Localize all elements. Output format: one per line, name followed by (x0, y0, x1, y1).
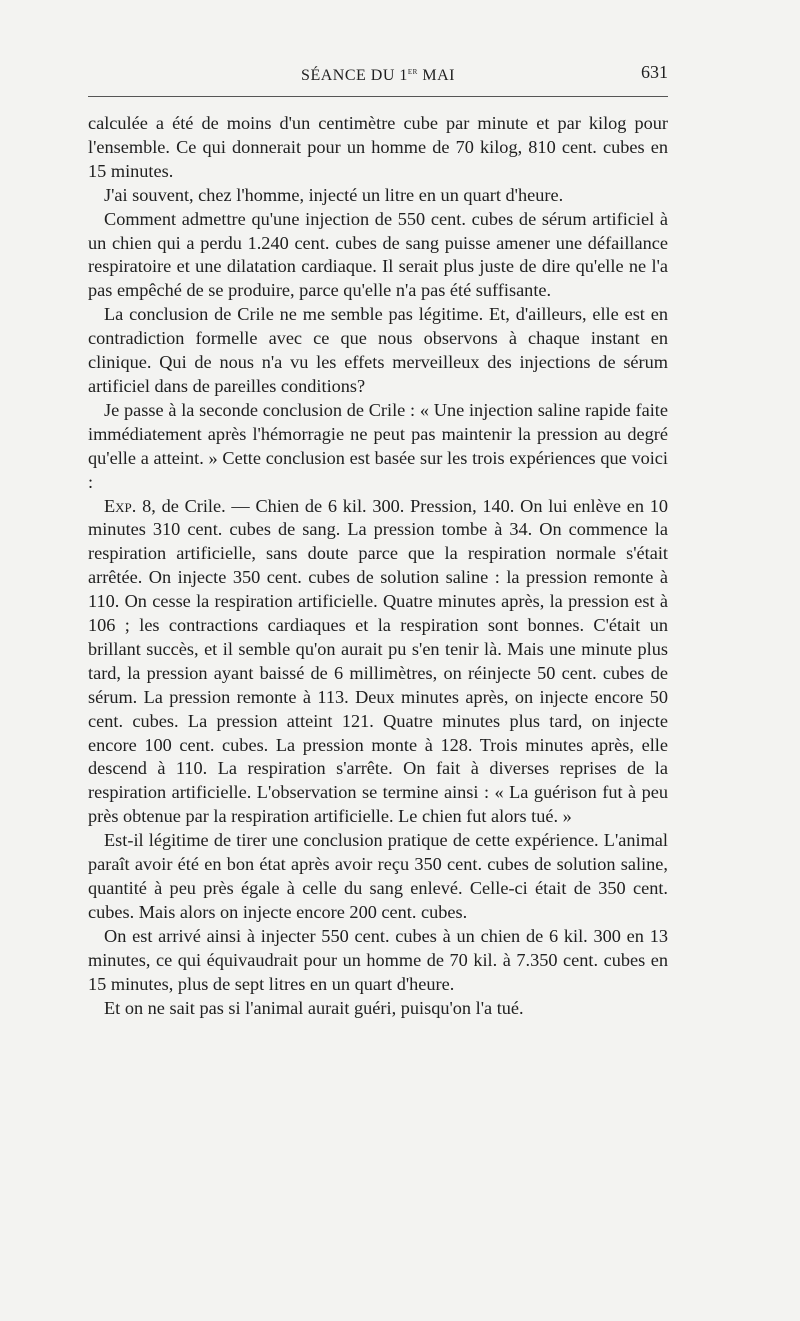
paragraph: Et on ne sait pas si l'animal aurait guéri, puisqu'on l'a tué. (104, 997, 524, 1018)
paragraph: La conclusion de Crile ne me semble pas légitime. Et, d'ailleurs, elle est en contradiction formelle avec ce que nous observons à chaque instant en clinique. Qui de nous n'a vu les effets merveilleux des injections de sérum artificiel dans de pareilles conditions? (88, 304, 668, 396)
paragraph: On est arrivé ainsi à injecter 550 cent. cubes à un chien de 6 kil. 300 en 13 minutes, ce qui équivaudrait pour un homme de 70 kil. à 7.350 cent. cubes en 15 minutes, plus de sept litres en un quart d'heure. (88, 925, 668, 994)
paragraph: Est-il légitime de tirer une conclusion pratique de cette expérience. L'animal paraît avoir été en bon état après avoir reçu 350 cent. cubes de solution saline, quantité à peu près égale à celle du sang enlevé. Celle-ci était de 350 cent. cubes. Mais alors on injecte encore 200 cent. cubes. (88, 830, 668, 922)
paragraph: Je passe à la seconde conclusion de Crile : « Une injection saline rapide faite immédiatement après l'hémorragie ne peut pas maintenir la pression au degré qu'elle a atteint. » Cette conclusion est basée sur les trois expériences que voici : (88, 399, 668, 492)
experiment-label: Exp. (104, 495, 137, 516)
running-head-title-superscript: er (407, 66, 418, 77)
header-rule (88, 96, 668, 97)
running-head-title-end: MAI (417, 67, 455, 84)
experiment-text: 8, de Crile. — Chien de 6 kil. 300. Pression, 140. On lui enlève en 10 minutes 310 cent. cubes de sang. La pression tombe à 34. On commence la respiration artificielle, sans doute parce que la respiration normale s'était arrêtée. On injecte 350 cent. cubes de solution saline : la pression remonte à 110. On cesse la respiration artificielle. Quatre minutes après, la pression est à 106 ; les contractions cardiaques et la respiration sont bonnes. C'était un brillant succès, et il semble qu'on aurait pu s'en tenir là. Mais une minute plus tard, la pression ayant baissé de 6 millimètres, on réinjecte 50 cent. cubes de sérum. La pression remonte à 113. Deux minutes après, on injecte encore 50 cent. cubes. La pression atteint 121. Quatre minutes plus tard, on injecte encore 100 cent. cubes. La pression monte à 128. Trois minutes après, elle descend à 110. La respiration s'arrête. On fait à diverses reprises de la respiration artificielle. L'observation se termine ainsi : « La guérison fut à peu près obtenue par la respiration artificielle. Le chien fut alors tué. » (88, 495, 668, 827)
paragraph: Comment admettre qu'une injection de 550 cent. cubes de sérum artificiel à un chien qui a perdu 1.240 cent. cubes de sang puisse amener une défaillance respiratoire et une dilatation cardiaque. Il serait plus juste de dire qu'elle ne l'a pas empêché de se produire, parce qu'elle n'a pas été suffisante. (88, 208, 668, 301)
paragraph-experiment (88, 495, 668, 830)
paragraph: J'ai souvent, chez l'homme, injecté un litre en un quart d'heure. (104, 184, 564, 205)
running-head-title-main: SÉANCE DU 1 (301, 67, 408, 84)
paragraph: calculée a été de moins d'un centimètre cube par minute et par kilog pour l'ensemble. Ce qui donnerait pour un homme de 70 kilog, 810 cent. cubes en 15 minutes. (88, 113, 668, 181)
page-number: 631 (641, 62, 668, 82)
running-head (88, 58, 668, 86)
body-text (88, 112, 668, 1020)
running-head-title (88, 58, 668, 90)
